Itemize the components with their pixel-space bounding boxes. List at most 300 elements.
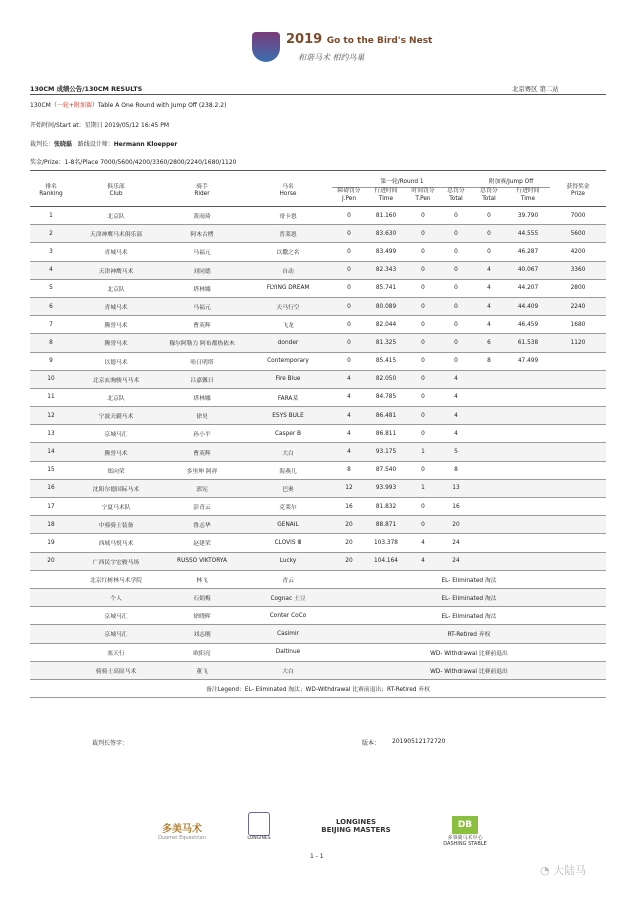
cell-prize (550, 498, 606, 516)
cell-tpen: 0 (406, 461, 440, 479)
designer-name: Hermann Kloepper (113, 141, 178, 148)
table-row (30, 334, 606, 352)
cell-horse: 哥卡恩 (244, 207, 332, 225)
cell-horse: Conter CoCo (244, 607, 332, 625)
cell-prize (550, 370, 606, 388)
cell-prize (550, 443, 606, 461)
cell-tpen: 0 (406, 425, 440, 443)
cell-jo_time: 46.459 (506, 316, 550, 334)
class-line-highlight: 一轮+附加赛 (56, 102, 92, 109)
cell-jo_total (472, 479, 506, 497)
cell-time: 81.325 (366, 334, 406, 352)
cell-rider: 马福元 (160, 297, 244, 315)
cell-rank (30, 625, 72, 643)
cell-club: 北京队 (72, 388, 160, 406)
table-row (30, 443, 606, 461)
cell-jo_total: 0 (472, 243, 506, 261)
cell-rider: 彭青云 (160, 498, 244, 516)
cell-jo_total: 4 (472, 261, 506, 279)
cell-tpen: 0 (406, 388, 440, 406)
cell-jo_time: 61.538 (506, 334, 550, 352)
cell-rank: 7 (30, 316, 72, 334)
cell-jpen: 4 (332, 443, 366, 461)
cell-tpen: 0 (406, 352, 440, 370)
cell-rank: 3 (30, 243, 72, 261)
cell-rider: RUSSO VIKTORYA (160, 552, 244, 570)
cell-tpen: 0 (406, 407, 440, 425)
cell-rider: 多里坤 阿祥 (160, 461, 244, 479)
cell-total: 24 (440, 534, 472, 552)
cell-jpen: 12 (332, 479, 366, 497)
sponsor-bm-b: BEIJING MASTERS (321, 826, 391, 834)
cell-jo_total (472, 443, 506, 461)
cell-rank: 18 (30, 516, 72, 534)
cell-horse: ESYS BULE (244, 407, 332, 425)
cell-prize: 5600 (550, 225, 606, 243)
cell-jo_time: 46.287 (506, 243, 550, 261)
cell-prize (550, 388, 606, 406)
cell-time: 85.741 (366, 279, 406, 297)
cell-rank: 13 (30, 425, 72, 443)
table-row (30, 534, 606, 552)
cell-jo_time (506, 388, 550, 406)
cell-prize (550, 407, 606, 425)
designer-label: 路线设计师： (77, 141, 114, 148)
cell-prize (550, 479, 606, 497)
cell-rider: 林飞 (160, 570, 244, 588)
col-ranking: 排名 Ranking (30, 176, 72, 207)
cell-horse: 海燕儿 (244, 461, 332, 479)
col-round1: 第一轮/Round 1 障碍罚分 J.Pen 行进时间 Time 时间罚分 T.Pen 总罚分 Total (332, 176, 472, 207)
cell-jpen: 4 (332, 407, 366, 425)
cell-jo_time (506, 479, 550, 497)
cell-jpen: 20 (332, 516, 366, 534)
sponsor-dashing-logo (430, 816, 500, 847)
col-jumpoff: 附加赛/Jump Off 总罚分 Total 行进时间 Time (472, 176, 550, 207)
cell-note: RT-Retired 弃权 (332, 625, 606, 643)
cell-rider: 塔林娜 (160, 279, 244, 297)
cell-jo_time (506, 534, 550, 552)
cell-rank (30, 570, 72, 588)
cell-jo_time (506, 443, 550, 461)
table-header-row (30, 176, 606, 207)
cell-jo_time (506, 498, 550, 516)
cell-rank: 8 (30, 334, 72, 352)
cell-jo_time (506, 407, 550, 425)
shield-logo-icon (252, 32, 280, 62)
cell-rank: 14 (30, 443, 72, 461)
cell-tpen: 1 (406, 479, 440, 497)
cell-rank: 12 (30, 407, 72, 425)
sponsor-longines-name: LONGINES (247, 836, 271, 841)
cell-rider: 赵建荣 (160, 534, 244, 552)
logo-year: 2019 (286, 32, 323, 47)
status-row (30, 643, 606, 661)
table-row (30, 425, 606, 443)
cell-prize: 7000 (550, 207, 606, 225)
cell-jo_total (472, 425, 506, 443)
cell-jo_total (472, 370, 506, 388)
cell-tpen: 4 (406, 552, 440, 570)
cell-total: 8 (440, 461, 472, 479)
cell-time: 83.499 (366, 243, 406, 261)
cell-time: 83.630 (366, 225, 406, 243)
cell-rider: 鲁志华 (160, 516, 244, 534)
col-prize: 获得奖金 Prize (550, 176, 606, 207)
table-row (30, 316, 606, 334)
event-logo (252, 28, 433, 72)
cell-tpen: 0 (406, 334, 440, 352)
cell-horse: FLYING DREAM (244, 279, 332, 297)
cell-rider: 马福元 (160, 243, 244, 261)
cell-rider: 曹英辉 (160, 316, 244, 334)
cell-total: 13 (440, 479, 472, 497)
divider (30, 94, 606, 95)
cell-jo_total: 0 (472, 207, 506, 225)
cell-prize: 2800 (550, 279, 606, 297)
cell-prize (550, 516, 606, 534)
cell-tpen: 0 (406, 243, 440, 261)
cell-horse: 青云 (244, 570, 332, 588)
class-line (30, 100, 226, 109)
cell-prize: 1680 (550, 316, 606, 334)
cell-club: 北京队 (72, 279, 160, 297)
status-row (30, 661, 606, 679)
judge-name: 张晓磊 (54, 141, 73, 148)
cell-jo_time (506, 461, 550, 479)
cell-jpen: 20 (332, 552, 366, 570)
longines-emblem-icon (248, 812, 270, 836)
cell-prize: 3360 (550, 261, 606, 279)
cell-club: 个人 (72, 588, 160, 606)
cell-rank: 1 (30, 207, 72, 225)
cell-jo_total: 4 (472, 279, 506, 297)
cell-rider: 黄雨琦 (160, 207, 244, 225)
cell-jpen: 4 (332, 388, 366, 406)
cell-rider: 郭宪 (160, 479, 244, 497)
cell-rider: 欧阳亮 (160, 643, 244, 661)
cell-total: 0 (440, 297, 472, 315)
cell-club: 宁夏马术队 (72, 498, 160, 516)
cell-total: 0 (440, 243, 472, 261)
cell-total: 0 (440, 352, 472, 370)
cell-jpen: 0 (332, 279, 366, 297)
cell-club: 北京队 (72, 207, 160, 225)
cell-jo_time: 39.790 (506, 207, 550, 225)
sponsor-bm-a: LONGINES (335, 818, 377, 826)
cell-jo_total (472, 534, 506, 552)
status-row (30, 607, 606, 625)
cell-club: 京城马汇 (72, 425, 160, 443)
cell-time: 104.164 (366, 552, 406, 570)
cell-tpen: 0 (406, 297, 440, 315)
cell-jo_time (506, 516, 550, 534)
cell-jo_time: 40.067 (506, 261, 550, 279)
cell-tpen: 0 (406, 498, 440, 516)
table-row (30, 370, 606, 388)
cell-time: 93.175 (366, 443, 406, 461)
cell-horse: donder (244, 334, 332, 352)
cell-prize (550, 352, 606, 370)
cell-total: 0 (440, 207, 472, 225)
cell-rank: 19 (30, 534, 72, 552)
cell-tpen: 0 (406, 370, 440, 388)
table-row (30, 516, 606, 534)
cell-rank: 20 (30, 552, 72, 570)
cell-tpen: 0 (406, 225, 440, 243)
cell-total: 4 (440, 407, 472, 425)
cell-jo_total: 8 (472, 352, 506, 370)
cell-tpen: 0 (406, 261, 440, 279)
cell-horse: FARA某 (244, 388, 332, 406)
cell-horse: Fire Blue (244, 370, 332, 388)
cell-jo_time (506, 425, 550, 443)
cell-jo_total: 6 (472, 334, 506, 352)
cell-time: 103.378 (366, 534, 406, 552)
results-table (30, 176, 606, 698)
cell-horse: 自动 (244, 261, 332, 279)
cell-jo_total (472, 407, 506, 425)
cell-time: 82.050 (366, 370, 406, 388)
cell-time: 93.993 (366, 479, 406, 497)
cell-jo_total: 4 (472, 297, 506, 315)
table-row (30, 388, 606, 406)
sponsor-duomei-sub: Duomei Equestrian (158, 835, 206, 841)
sponsor-duomei-name: 多美马术 (162, 824, 202, 835)
cell-rider: 阿木古楞 (160, 225, 244, 243)
cell-jpen: 0 (332, 352, 366, 370)
cell-rider: 哈日明塔 (160, 352, 244, 370)
cell-prize: 2240 (550, 297, 606, 315)
cell-jo_total (472, 552, 506, 570)
table-row (30, 207, 606, 225)
table-row (30, 461, 606, 479)
cell-prize (550, 425, 606, 443)
cell-total: 0 (440, 334, 472, 352)
col-horse: 马名 Horse (244, 176, 332, 207)
cell-rank: 2 (30, 225, 72, 243)
cell-horse: CLOVIS Ⅲ (244, 534, 332, 552)
col-club: 俱乐部 Club (72, 176, 160, 207)
cell-horse: Casper B (244, 425, 332, 443)
cell-jo_total: 4 (472, 316, 506, 334)
class-line-prefix: 130CM（ (30, 102, 57, 109)
cell-horse: 大白 (244, 443, 332, 461)
cell-rank: 16 (30, 479, 72, 497)
cell-time: 87.540 (366, 461, 406, 479)
table-row (30, 552, 606, 570)
prize-line: 奖金/Prize：1-8名/Place 7000/5600/4200/3360/2800/2240/1680/1120 (30, 159, 237, 166)
judge-label: 裁判长： (30, 141, 55, 148)
cell-rider: 石娟梅 (160, 588, 244, 606)
cell-rank: 11 (30, 388, 72, 406)
cell-jpen: 8 (332, 461, 366, 479)
cell-club: 北京玄驹骏马马术 (72, 370, 160, 388)
page-number: 1 - 1 (310, 853, 324, 860)
cell-tpen: 4 (406, 534, 440, 552)
cell-rank (30, 588, 72, 606)
cell-jpen: 0 (332, 316, 366, 334)
table-row (30, 297, 606, 315)
cell-time: 85.415 (366, 352, 406, 370)
cell-horse: Cognac 土豆 (244, 588, 332, 606)
cell-time: 81.832 (366, 498, 406, 516)
cell-horse: Daltinue (244, 643, 332, 661)
sponsor-longines-logo (242, 812, 276, 841)
cell-total: 4 (440, 388, 472, 406)
cell-prize: 1120 (550, 334, 606, 352)
officials-line (30, 139, 177, 148)
sponsor-beijing-masters-logo (316, 818, 396, 834)
cell-jo_time (506, 552, 550, 570)
cell-horse: 天马行空 (244, 297, 332, 315)
cell-rank: 17 (30, 498, 72, 516)
cell-jo_time: 47.499 (506, 352, 550, 370)
cell-tpen: 1 (406, 443, 440, 461)
cell-rank: 6 (30, 297, 72, 315)
cell-prize (550, 552, 606, 570)
table-row (30, 479, 606, 497)
watermark-text: 大陆马 (553, 864, 587, 877)
table-row (30, 498, 606, 516)
cell-rank (30, 643, 72, 661)
cell-total: 16 (440, 498, 472, 516)
cell-club: 天津神鹰马术 (72, 261, 160, 279)
cell-club: 塞天行 (72, 643, 160, 661)
cell-total: 4 (440, 370, 472, 388)
cell-horse: 以撒之名 (244, 243, 332, 261)
cell-total: 20 (440, 516, 472, 534)
status-row (30, 625, 606, 643)
cell-jo_time (506, 370, 550, 388)
divider (30, 170, 606, 171)
cell-prize (550, 534, 606, 552)
venue-label: 北京赛区 第二站 (512, 85, 559, 93)
cell-time: 81.160 (366, 207, 406, 225)
table-row (30, 225, 606, 243)
cell-jo_time: 44.555 (506, 225, 550, 243)
cell-note: WD- Withdrawal 比赛前退出 (332, 643, 606, 661)
cell-rider: 徐昊 (160, 407, 244, 425)
cell-jo_total (472, 461, 506, 479)
status-row (30, 588, 606, 606)
cell-club: 中骑骑士装备 (72, 516, 160, 534)
cell-club: 腾誉马术 (72, 334, 160, 352)
cell-rank: 4 (30, 261, 72, 279)
table-row (30, 407, 606, 425)
cell-jpen: 0 (332, 334, 366, 352)
cell-club: 天津神鹰马术俱乐部 (72, 225, 160, 243)
results-title: 130CM 成绩公告/130CM RESULTS (30, 85, 143, 93)
cell-jpen: 16 (332, 498, 366, 516)
cell-club: 青城马术 (72, 297, 160, 315)
legend-text: 备注Legend：EL- Eliminated 淘汰；WD-Withdrawal 比赛前退出；RT-Retired 弃权 (30, 679, 606, 697)
cell-club: 腾誉马术 (72, 443, 160, 461)
cell-horse: Lucky (244, 552, 332, 570)
cell-tpen: 0 (406, 207, 440, 225)
cell-horse: Casimir (244, 625, 332, 643)
cell-jpen: 4 (332, 425, 366, 443)
cell-prize: 4200 (550, 243, 606, 261)
cell-jpen: 4 (332, 370, 366, 388)
cell-club: 京城马汇 (72, 607, 160, 625)
status-row (30, 570, 606, 588)
cell-horse: 巴奥 (244, 479, 332, 497)
cell-tpen: 0 (406, 279, 440, 297)
cell-rank: 9 (30, 352, 72, 370)
cell-time: 82.044 (366, 316, 406, 334)
dashing-emblem-icon: DB (452, 816, 478, 834)
start-time: 开始时间/Start at：星期日 2019/05/12 16:45 PM (30, 122, 170, 129)
cell-jpen: 20 (332, 534, 366, 552)
cell-total: 0 (440, 279, 472, 297)
cell-time: 84.785 (366, 388, 406, 406)
cell-jo_total (472, 498, 506, 516)
cell-club: 京城马汇 (72, 625, 160, 643)
cell-jpen: 0 (332, 243, 366, 261)
cell-rank: 15 (30, 461, 72, 479)
col-rider: 骑手 Rider (160, 176, 244, 207)
logo-subtitle: 和谐马术 相约鸟巢 (298, 53, 365, 62)
cell-time: 86.481 (366, 407, 406, 425)
cell-rider: 董飞 (160, 661, 244, 679)
cell-total: 4 (440, 425, 472, 443)
cell-jpen: 0 (332, 261, 366, 279)
cell-total: 0 (440, 316, 472, 334)
cell-club: 以德马术 (72, 352, 160, 370)
cell-rider: 刘志刚 (160, 625, 244, 643)
table-row (30, 243, 606, 261)
chat-bubble-icon: ◔ (540, 864, 550, 877)
cell-rank: 5 (30, 279, 72, 297)
cell-club: 郑向荣 (72, 461, 160, 479)
cell-horse: 克莱尔 (244, 498, 332, 516)
cell-tpen: 0 (406, 316, 440, 334)
cell-jo_time: 44.409 (506, 297, 550, 315)
cell-club: 宁波天疆马术 (72, 407, 160, 425)
cell-rank: 10 (30, 370, 72, 388)
cell-club: 骑骑士高原马术 (72, 661, 160, 679)
sponsor-dashing-cn: 多事骑马术中心 (447, 835, 483, 841)
cell-rank (30, 661, 72, 679)
cell-jo_total: 0 (472, 225, 506, 243)
sponsor-dashing-en: DASHING STABLE (443, 841, 487, 847)
cell-jo_total (472, 388, 506, 406)
cell-club: 腾誉马术 (72, 316, 160, 334)
table-row (30, 279, 606, 297)
cell-rider: 吕嘉馨日 (160, 370, 244, 388)
cell-horse: 普莱恩 (244, 225, 332, 243)
cell-club: 西域马悦马术 (72, 534, 160, 552)
class-line-suffix: ）Table A One Round with Jump Off (238.2.2) (91, 102, 227, 109)
table-row (30, 352, 606, 370)
cell-note: EL- Eliminated 淘汰 (332, 570, 606, 588)
watermark (540, 862, 586, 878)
judge-signature-label: 裁判长签字： (92, 740, 129, 747)
cell-time: 86.811 (366, 425, 406, 443)
cell-jpen: 0 (332, 207, 366, 225)
cell-rider: 刘同德 (160, 261, 244, 279)
cell-note: EL- Eliminated 淘汰 (332, 607, 606, 625)
cell-time: 88.871 (366, 516, 406, 534)
cell-time: 82.343 (366, 261, 406, 279)
cell-rider: 孙小平 (160, 425, 244, 443)
cell-horse: Contemporary (244, 352, 332, 370)
cell-rider: 曹英辉 (160, 443, 244, 461)
cell-note: EL- Eliminated 淘汰 (332, 588, 606, 606)
logo-title-en: Go to the Bird's Nest (326, 36, 433, 46)
cell-club: 广西民宇宏骏马场 (72, 552, 160, 570)
